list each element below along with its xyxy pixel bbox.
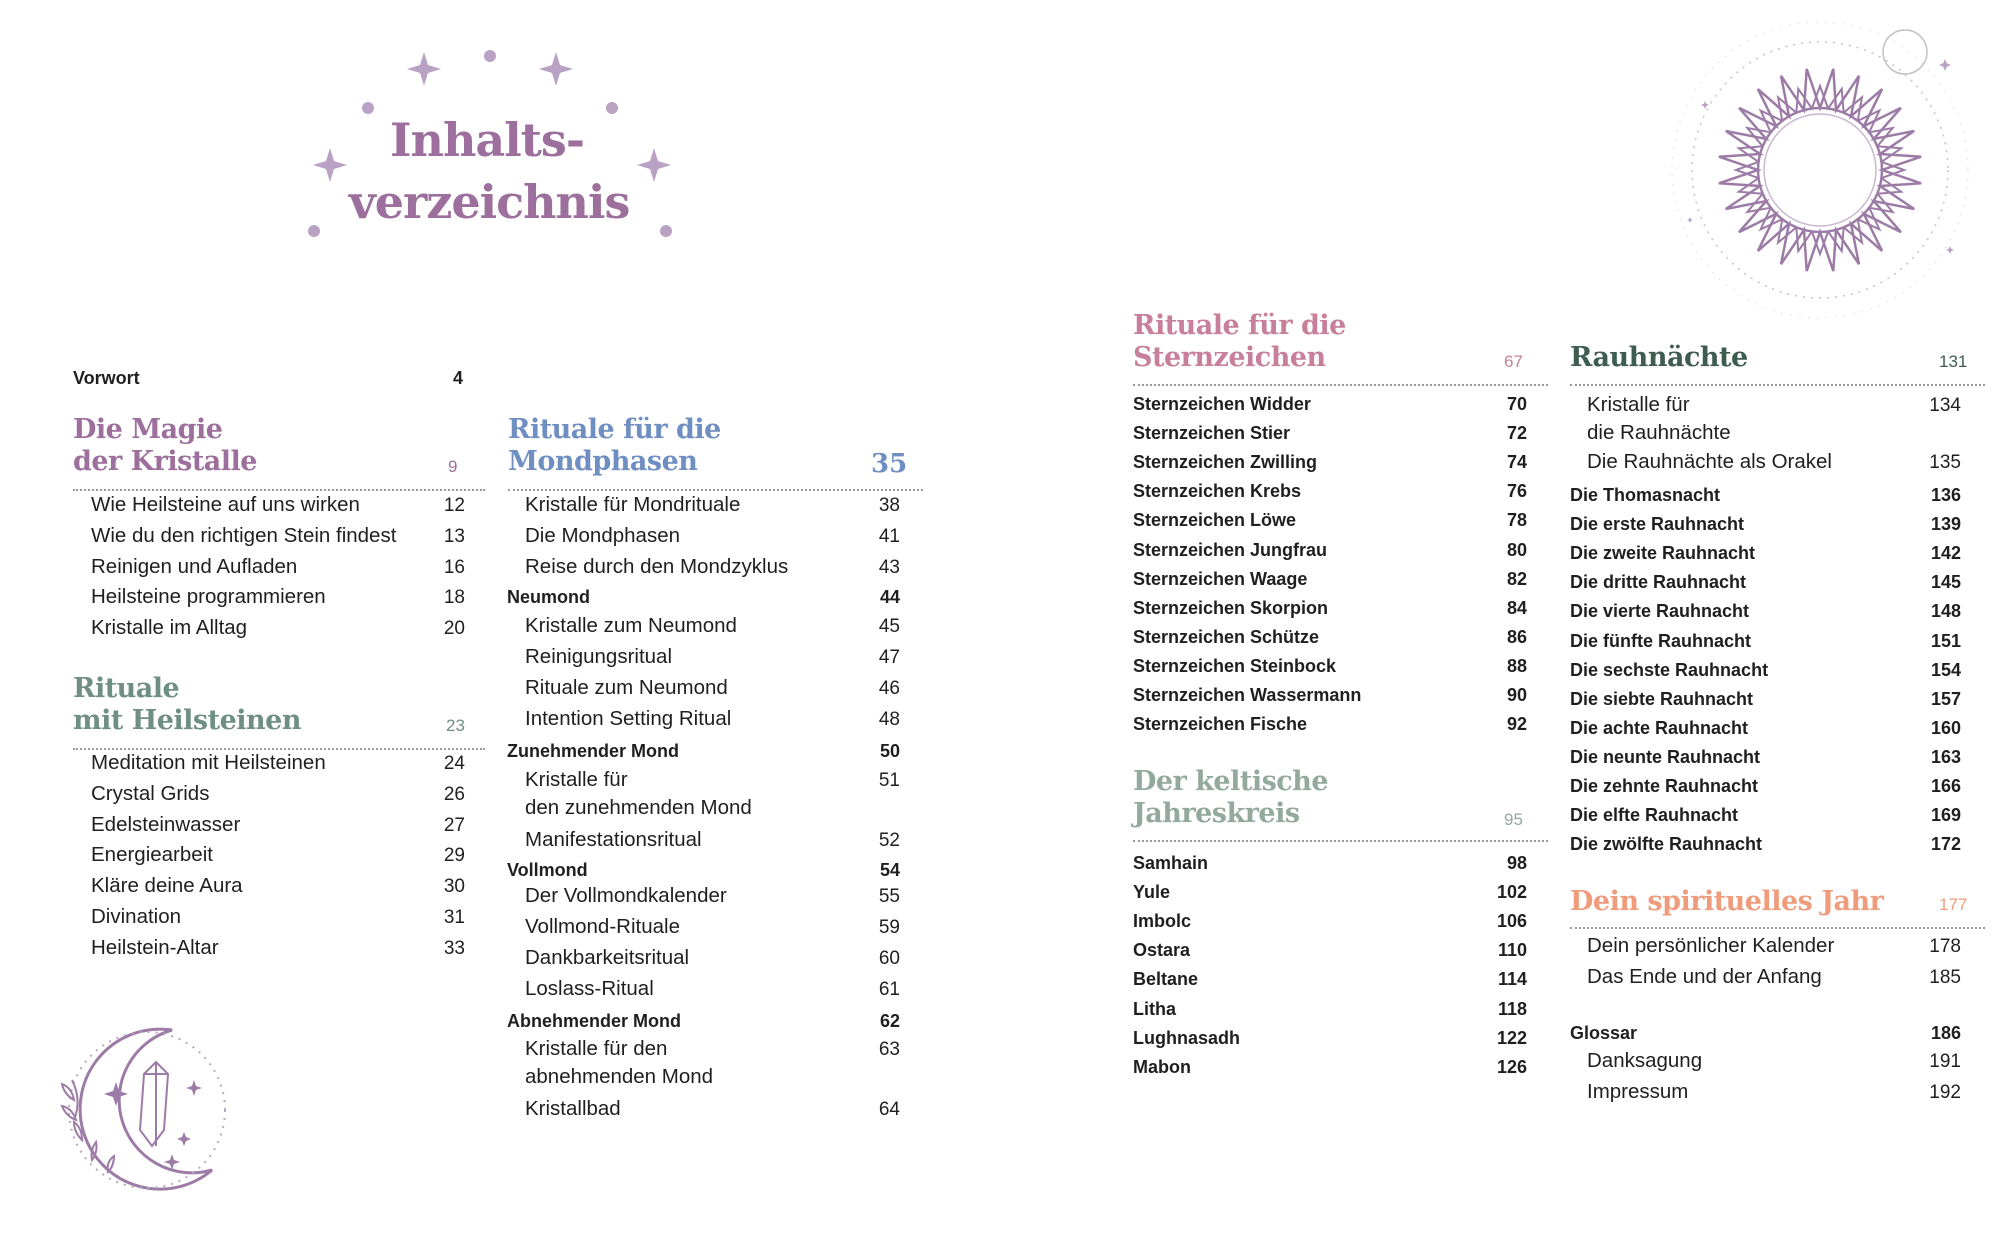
- entry-label: Sternzeichen Krebs: [1133, 481, 1302, 502]
- toc-entry[interactable]: [525, 946, 900, 970]
- entry-label: Energiearbeit: [91, 843, 213, 867]
- orbit-circle: [1883, 30, 1927, 74]
- entry-label: Sternzeichen Fische: [1133, 714, 1308, 735]
- entry-page: 61: [878, 979, 900, 1000]
- section-divider: [508, 489, 923, 491]
- toc-entry[interactable]: [1133, 969, 1527, 990]
- toc-entry[interactable]: [1133, 685, 1527, 706]
- toc-entry[interactable]: [1587, 391, 1961, 447]
- entry-label: Lughnasadh: [1133, 1027, 1240, 1048]
- entry-label: Litha: [1133, 998, 1176, 1019]
- toc-entry[interactable]: [91, 555, 465, 579]
- entry-page: 192: [1929, 1082, 1961, 1103]
- section-page: 95: [1504, 810, 1523, 829]
- entry-page: 63: [878, 1039, 900, 1060]
- entry-label: Heilsteine programmieren: [91, 585, 326, 609]
- entry-label: Wie Heilsteine auf uns wirken: [91, 493, 360, 516]
- entry-label: Reinigen und Aufladen: [91, 554, 298, 578]
- section-title-jahreskreis[interactable]: Der keltische Jahreskreis: [1133, 766, 1329, 829]
- entry-label: Reinigungsritual: [525, 645, 673, 668]
- entry-label: Sternzeichen Zwilling: [1133, 452, 1318, 473]
- section-page: 177: [1939, 895, 1968, 914]
- entry-label: Die sechste Rauhnacht: [1570, 659, 1769, 680]
- entry-page: 60: [878, 948, 900, 969]
- entry-label: Imbolc: [1133, 911, 1192, 932]
- entry-page: 114: [1497, 969, 1527, 990]
- entry-label: Die erste Rauhnacht: [1570, 514, 1745, 535]
- entry-page: 90: [1506, 685, 1527, 705]
- entry-page: 122: [1496, 1027, 1527, 1048]
- entry-label: Intention Setting Ritual: [525, 707, 732, 730]
- toc-entry[interactable]: [525, 555, 900, 579]
- entry-page: 157: [1930, 688, 1961, 709]
- sun-ring: [1758, 108, 1882, 232]
- section-title-sternzeichen[interactable]: Rituale für die Sternzeichen: [1133, 310, 1346, 373]
- toc-entry[interactable]: [91, 493, 465, 517]
- toc-entry[interactable]: [91, 782, 465, 806]
- toc-entry[interactable]: [1570, 747, 1961, 768]
- toc-entry[interactable]: [91, 616, 465, 640]
- entry-label: Impressum: [1587, 1080, 1689, 1103]
- toc-entry[interactable]: [525, 524, 900, 548]
- entry-label: Reise durch den Mondzyklus: [525, 555, 789, 578]
- toc-entry-vorwort[interactable]: [73, 368, 463, 389]
- toc-entry[interactable]: [525, 977, 900, 1001]
- entry-page: 54: [879, 860, 900, 880]
- entry-page: 102: [1496, 882, 1527, 903]
- entry-page: 82: [1506, 568, 1527, 589]
- entry-page: 106: [1496, 911, 1527, 932]
- entry-label: Die Thomasnacht: [1570, 485, 1721, 505]
- entry-label: Kristalle im Alltag: [91, 616, 248, 640]
- section-title-mondphasen[interactable]: Rituale für die Mondphasen: [508, 414, 721, 477]
- toc-entry[interactable]: [1570, 631, 1961, 652]
- toc-entry[interactable]: [525, 614, 900, 638]
- toc-entry[interactable]: [1133, 627, 1527, 648]
- entry-page: 160: [1930, 717, 1961, 738]
- toc-entry[interactable]: [1133, 423, 1527, 444]
- entry-page: 110: [1497, 940, 1527, 961]
- toc-entry[interactable]: [1570, 572, 1961, 593]
- page-title-line2: verzeichnis: [349, 175, 630, 229]
- entry-page: 86: [1506, 626, 1527, 647]
- entry-page: 186: [1930, 1023, 1961, 1043]
- toc-entry[interactable]: [91, 874, 465, 898]
- toc-entry[interactable]: [1133, 1028, 1527, 1049]
- entry-label: Divination: [91, 905, 182, 928]
- toc-entry-glossar[interactable]: [1570, 1023, 1961, 1044]
- entry-label: Die fünfte Rauhnacht: [1570, 630, 1752, 651]
- entry-page: 13: [443, 525, 465, 547]
- entry-label: Kristallbad: [525, 1097, 621, 1120]
- toc-entry[interactable]: [91, 813, 465, 837]
- entry-page: 29: [443, 845, 465, 867]
- entry-page: 72: [1506, 423, 1527, 444]
- entry-label: Die neunte Rauhnacht: [1570, 746, 1761, 767]
- toc-entry[interactable]: [1133, 569, 1527, 590]
- section-title-spirituelles-jahr[interactable]: Dein spirituelles Jahr: [1570, 886, 1884, 917]
- entry-label: Vollmond-Rituale: [525, 915, 680, 938]
- section-divider: [73, 489, 485, 491]
- entry-page: 26: [443, 783, 465, 805]
- toc-entry[interactable]: [1133, 481, 1527, 502]
- entry-label-line1: Kristalle für den: [525, 1037, 668, 1060]
- entry-label: Heilstein-Altar: [91, 935, 219, 959]
- toc-entry[interactable]: [1587, 1049, 1961, 1073]
- entry-page: 50: [879, 741, 900, 761]
- entry-page: 38: [878, 495, 900, 516]
- entry-label: Wie du den richtigen Stein findest: [91, 523, 397, 547]
- entry-label: Loslass-Ritual: [525, 977, 654, 1000]
- entry-page: 185: [1929, 967, 1961, 988]
- sparkle-icon: [1687, 217, 1693, 223]
- entry-label: Sternzeichen Jungfrau: [1133, 539, 1328, 560]
- entry-label: Die zwölfte Rauhnacht: [1570, 834, 1763, 855]
- toc-entry[interactable]: [1570, 601, 1961, 622]
- toc-entry[interactable]: [525, 676, 900, 700]
- toc-entry[interactable]: [91, 936, 465, 960]
- entry-page: 163: [1930, 746, 1961, 767]
- entry-page: 55: [878, 886, 900, 907]
- entry-label: Sternzeichen Steinbock: [1133, 655, 1337, 676]
- entry-page: 70: [1506, 394, 1527, 414]
- entry-label: Die Rauhnächte als Orakel: [1587, 450, 1832, 473]
- entry-page: 48: [878, 709, 900, 730]
- entry-page: 92: [1506, 714, 1527, 735]
- entry-page: 154: [1930, 659, 1961, 680]
- entry-label: Neumond: [507, 587, 590, 607]
- entry-page: 27: [443, 814, 465, 836]
- entry-label: [1587, 391, 1731, 447]
- toc-entry[interactable]: [525, 707, 900, 731]
- entry-page: 142: [1930, 543, 1961, 564]
- sparkle-icon: [1701, 101, 1709, 109]
- entry-page: 145: [1930, 572, 1961, 593]
- toc-entry[interactable]: [1133, 999, 1527, 1020]
- section-divider: [73, 748, 485, 750]
- toc-entry[interactable]: [1570, 485, 1961, 506]
- toc-entry[interactable]: [507, 860, 900, 881]
- entry-label: Mabon: [1133, 1056, 1191, 1077]
- entry-page: 172: [1930, 834, 1961, 855]
- entry-label: Edelsteinwasser: [91, 812, 241, 836]
- toc-entry[interactable]: [525, 645, 900, 669]
- entry-page: 59: [878, 917, 900, 938]
- entry-label: Die dritte Rauhnacht: [1570, 572, 1747, 593]
- entry-label: Sternzeichen Stier: [1133, 423, 1291, 444]
- entry-label: Sternzeichen Waage: [1133, 568, 1308, 589]
- section-title-magie[interactable]: Die Magie der Kristalle: [73, 414, 257, 477]
- entry-label: Dankbarkeitsritual: [525, 946, 690, 969]
- entry-page: 43: [878, 557, 900, 578]
- toc-entry[interactable]: [525, 1035, 900, 1091]
- entry-label: Die vierte Rauhnacht: [1570, 601, 1750, 622]
- toc-entry[interactable]: [1133, 540, 1527, 561]
- entry-page: 169: [1930, 805, 1961, 826]
- toc-entry[interactable]: [507, 1011, 900, 1032]
- toc-entry[interactable]: [1587, 450, 1961, 474]
- entry-label: Sternzeichen Widder: [1133, 394, 1311, 414]
- toc-entry[interactable]: [1570, 776, 1961, 797]
- entry-label: Die Mondphasen: [525, 524, 680, 547]
- sun-mandala-icon: [1650, 20, 1990, 330]
- entry-page: 178: [1929, 936, 1961, 957]
- entry-label: Sternzeichen Löwe: [1133, 510, 1297, 531]
- toc-entry[interactable]: [1587, 934, 1961, 958]
- entry-label-line2: den zunehmenden Mond: [525, 796, 752, 819]
- toc-entry[interactable]: [525, 828, 900, 852]
- toc-entry[interactable]: [525, 766, 900, 822]
- sparkle-icon: [1946, 246, 1954, 254]
- entry-page: 118: [1497, 998, 1527, 1019]
- entry-page: 78: [1506, 510, 1527, 531]
- entry-label-line1: Kristalle für: [1587, 393, 1690, 416]
- entry-label-line2: die Rauhnächte: [1587, 421, 1731, 444]
- entry-page: 12: [443, 495, 465, 516]
- toc-entry[interactable]: [525, 884, 900, 908]
- sun-ring: [1764, 114, 1876, 226]
- toc-entry[interactable]: [525, 915, 900, 939]
- section-divider: [1570, 384, 1985, 386]
- toc-entry[interactable]: [1133, 940, 1527, 961]
- entry-label-line2: abnehmenden Mond: [525, 1065, 714, 1088]
- entry-page: 139: [1930, 514, 1961, 535]
- entry-page: 151: [1930, 630, 1961, 651]
- entry-page: 191: [1929, 1051, 1961, 1072]
- entry-page: 84: [1506, 597, 1527, 618]
- toc-entry[interactable]: [91, 585, 465, 609]
- entry-page: 18: [443, 587, 465, 609]
- entry-page: 166: [1930, 776, 1961, 796]
- entry-label: Rituale zum Neumond: [525, 676, 728, 699]
- toc-entry[interactable]: [1570, 805, 1961, 826]
- entry-page: 98: [1506, 853, 1527, 873]
- section-page: 35: [871, 449, 908, 479]
- entry-page: 4: [452, 368, 463, 388]
- entry-label: Danksagung: [1587, 1049, 1703, 1072]
- entry-page: 76: [1506, 481, 1527, 502]
- entry-page: 62: [879, 1011, 900, 1031]
- toc-entry[interactable]: [1587, 1080, 1961, 1104]
- toc-entry[interactable]: [1133, 452, 1527, 473]
- entry-page: 80: [1506, 539, 1527, 560]
- entry-label: Die siebte Rauhnacht: [1570, 688, 1754, 709]
- entry-label: Sternzeichen Wassermann: [1133, 685, 1362, 705]
- toc-entry[interactable]: [1133, 656, 1527, 677]
- entry-page: 51: [878, 770, 900, 791]
- toc-entry[interactable]: [507, 587, 900, 608]
- crescent-moon-crystal-icon: [52, 1020, 232, 1200]
- entry-page: 30: [443, 876, 465, 898]
- entry-page: 148: [1930, 601, 1961, 622]
- entry-label: Der Vollmondkalender: [525, 884, 727, 907]
- section-divider: [1133, 840, 1548, 842]
- entry-label: Ostara: [1133, 940, 1191, 961]
- entry-page: 74: [1506, 452, 1527, 473]
- entry-label: Glossar: [1570, 1023, 1638, 1043]
- toc-entry[interactable]: [1570, 689, 1961, 710]
- entry-label: Sternzeichen Skorpion: [1133, 597, 1329, 618]
- toc-entry[interactable]: [1570, 543, 1961, 564]
- section-page: 9: [448, 457, 458, 476]
- toc-entry[interactable]: [1570, 514, 1961, 535]
- entry-page: 16: [443, 556, 465, 578]
- entry-label: Kristalle für Mondrituale: [525, 493, 741, 516]
- entry-label: Yule: [1133, 882, 1171, 903]
- entry-page: 33: [443, 937, 465, 959]
- section-page: 67: [1504, 352, 1523, 371]
- entry-page: 44: [879, 587, 900, 607]
- sun-ring: [1692, 42, 1948, 298]
- entry-page: 31: [443, 907, 465, 928]
- entry-label: Die elfte Rauhnacht: [1570, 805, 1739, 826]
- entry-label: Vollmond: [507, 860, 588, 880]
- toc-entry[interactable]: [1133, 510, 1527, 531]
- section-divider: [1570, 927, 1985, 929]
- toc-entry[interactable]: [91, 751, 465, 775]
- entry-label: [525, 1035, 713, 1091]
- entry-page: 24: [443, 753, 465, 774]
- sun-ring: [1672, 22, 1968, 318]
- toc-entry[interactable]: [91, 843, 465, 867]
- toc-entry[interactable]: [1133, 853, 1527, 874]
- toc-entry[interactable]: [91, 524, 465, 548]
- sun-rays: [1719, 69, 1921, 271]
- toc-entry[interactable]: [507, 741, 900, 762]
- toc-entry[interactable]: [1570, 834, 1961, 855]
- entry-label: Die zweite Rauhnacht: [1570, 543, 1756, 564]
- entry-label: Samhain: [1133, 853, 1209, 873]
- entry-label: Crystal Grids: [91, 781, 210, 805]
- section-page: 131: [1939, 352, 1968, 371]
- entry-label: Manifestationsritual: [525, 828, 702, 851]
- entry-page: 126: [1496, 1056, 1527, 1077]
- entry-label: Dein persönlicher Kalender: [1587, 934, 1835, 957]
- toc-entry[interactable]: [1133, 394, 1527, 415]
- section-title-rituale-heilsteine[interactable]: Rituale mit Heilsteinen: [73, 673, 301, 736]
- entry-label: Kristalle zum Neumond: [525, 614, 737, 637]
- section-title-rauhnaechte[interactable]: Rauhnächte: [1570, 342, 1748, 373]
- entry-page: 136: [1930, 485, 1961, 505]
- toc-entry[interactable]: [1587, 965, 1961, 989]
- page-title-line1: Inhalts-: [390, 113, 584, 167]
- entry-page: 46: [878, 678, 900, 699]
- sparkle-icon: [1939, 59, 1951, 71]
- toc-entry[interactable]: [525, 1097, 900, 1121]
- entry-page: 88: [1506, 655, 1527, 676]
- entry-page: 20: [443, 618, 465, 640]
- entry-label: Sternzeichen Schütze: [1133, 626, 1320, 647]
- entry-label: Kläre deine Aura: [91, 874, 243, 898]
- entry-page: 45: [878, 616, 900, 637]
- entry-label-line1: Kristalle für: [525, 768, 628, 791]
- toc-entry[interactable]: [525, 493, 900, 517]
- entry-label: [525, 766, 752, 822]
- toc-entry[interactable]: [1133, 598, 1527, 619]
- entry-label: Das Ende und der Anfang: [1587, 965, 1822, 988]
- entry-label: Beltane: [1133, 969, 1199, 990]
- toc-entry[interactable]: [91, 905, 465, 929]
- toc-entry[interactable]: [1133, 714, 1527, 735]
- entry-label: Abnehmender Mond: [507, 1011, 681, 1031]
- entry-label: Meditation mit Heilsteinen: [91, 751, 326, 774]
- section-page: 23: [446, 716, 465, 735]
- entry-page: 47: [878, 647, 900, 668]
- entry-label: Die zehnte Rauhnacht: [1570, 776, 1759, 796]
- entry-label: Vorwort: [73, 368, 140, 388]
- toc-entry[interactable]: [1570, 718, 1961, 739]
- section-divider: [1133, 384, 1548, 386]
- toc-entry[interactable]: [1570, 660, 1961, 681]
- entry-page: 41: [878, 526, 900, 547]
- entry-label: Die achte Rauhnacht: [1570, 717, 1749, 738]
- toc-entry[interactable]: [1133, 911, 1527, 932]
- entry-page: 52: [878, 830, 900, 851]
- entry-label: Zunehmender Mond: [507, 741, 679, 761]
- entry-page: 64: [878, 1099, 900, 1120]
- toc-entry[interactable]: [1133, 882, 1527, 903]
- entry-page: 134: [1929, 395, 1961, 416]
- toc-entry[interactable]: [1133, 1057, 1527, 1078]
- entry-page: 135: [1929, 452, 1961, 473]
